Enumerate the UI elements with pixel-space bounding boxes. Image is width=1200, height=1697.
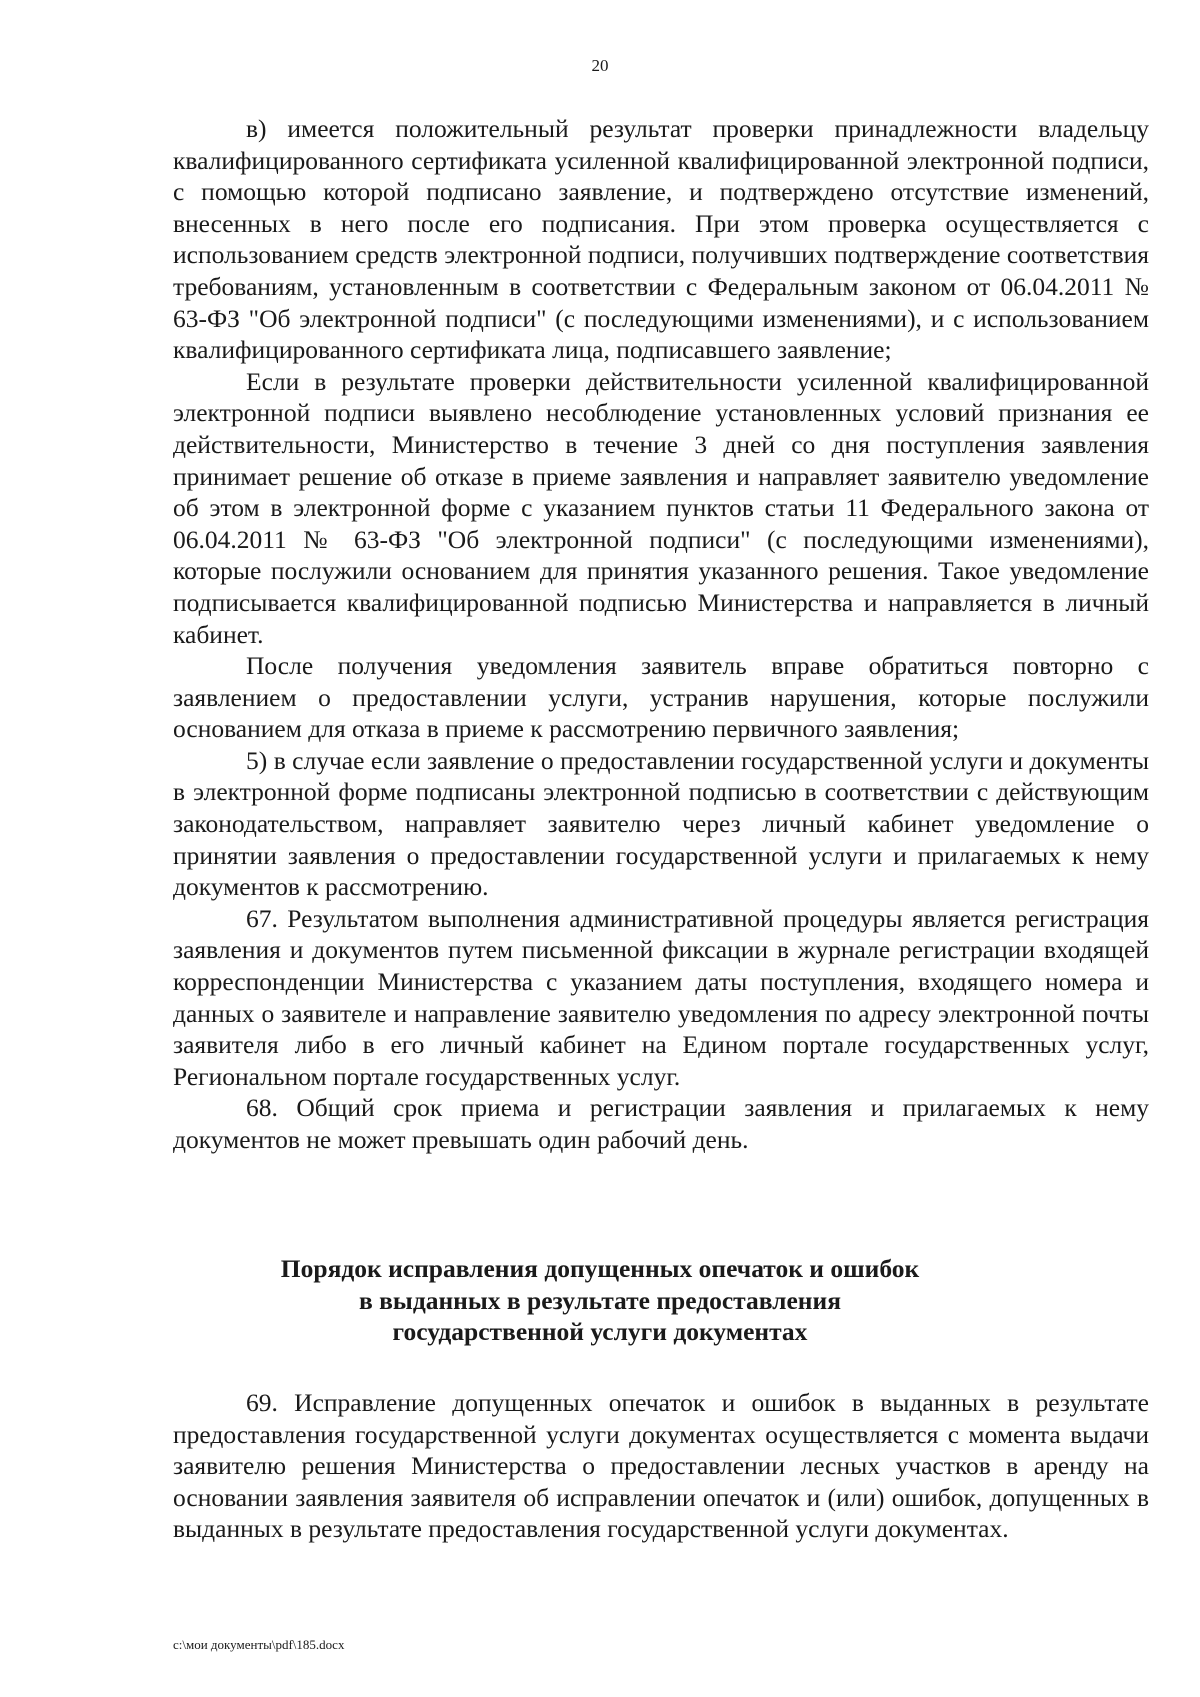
- page-number: 20: [591, 56, 609, 75]
- section-heading-line-3: государственной услуги документах: [392, 1317, 808, 1347]
- section-heading-line-1: Порядок исправления допущенных опечаток и ошибок: [280, 1254, 920, 1283]
- paragraph-item-v: в) имеется положительный результат проверки принадлежности владельцу квалифицированного сертификата усиленной квалифицированной электронной подписи, с помощью которой подписано заявление, и подтверждено отсутствие изменений, внесенных в него после его подписания. При этом проверка осуществляется с использованием средств электронной подписи, получивших подтверждение соответствия требованиям, установленным в соответствии с Федеральным законом от 06.04.2011 № 63-ФЗ "Об электронной подписи" (с последующими изменениями), и с использованием квалифицированного сертификата лица, подписавшего заявление;: [173, 114, 1149, 365]
- document-body-section: [173, 1387, 1149, 1545]
- paragraph-69: 69. Исправление допущенных опечаток и ошибок в выданных в результате предоставления государственной услуги документах осуществляется с момента выдачи заявителю решения Министерства о предоставлении лесных участков в аренду на основании заявления заявителя об исправлении опечаток и (или) ошибок, допущенных в выданных в результате предоставления государственной услуги документах.: [173, 1388, 1149, 1544]
- footer-file-path: c:\мои документы\pdf\185.docx: [173, 1637, 345, 1652]
- document-body: [173, 113, 1149, 1156]
- paragraph-item-5: 5) в случае если заявление о предоставлении государственной услуги и документы в электронной форме подписаны электронной подписью в соответствии с действующим законодательством, направляет заявителю через личный кабинет уведомление о принятии заявления о предоставлении государственной услуги и прилагаемых к нему документов к рассмотрению.: [173, 745, 1149, 902]
- paragraph-67: 67. Результатом выполнения административной процедуры является регистрация заявления и документов путем письменной фиксации в журнале регистрации входящей корреспонденции Министерства с указанием даты поступления, входящего номера и данных о заявителе и направление заявителю уведомления по адресу электронной почты заявителя либо в его личный кабинет на Едином портале государственных услуг, Региональном портале государственных услуг.: [173, 903, 1149, 1091]
- section-heading: [0, 1253, 1200, 1348]
- section-heading-line-2: в выданных в результате предоставления: [359, 1285, 841, 1315]
- paragraph-signature-invalid: Если в результате проверки действительности усиленной квалифицированной электронной подписи выявлено несоблюдение установленных условий признания ее действительности, Министерство в течение 3 дней со дня поступления заявления принимает решение об отказе в приеме заявления и направляет заявителю уведомление об этом в электронной форме с указанием пунктов статьи 11 Федерального закона от 06.04.2011 № 63-ФЗ "Об электронной подписи" (с последующими изменениями), которые послужили основанием для принятия указанного решения. Такое уведомление подписывается квалифицированной подписью Министерства и направляется в личный кабинет.: [173, 366, 1149, 649]
- paragraph-68: 68. Общий срок приема и регистрации заявления и прилагаемых к нему документов не может превышать один рабочий день.: [173, 1093, 1149, 1154]
- paragraph-resubmission: После получения уведомления заявитель вправе обратиться повторно с заявлением о предоставлении услуги, устранив нарушения, которые послужили основанием для отказа в приеме к рассмотрению первичного заявления;: [173, 651, 1149, 744]
